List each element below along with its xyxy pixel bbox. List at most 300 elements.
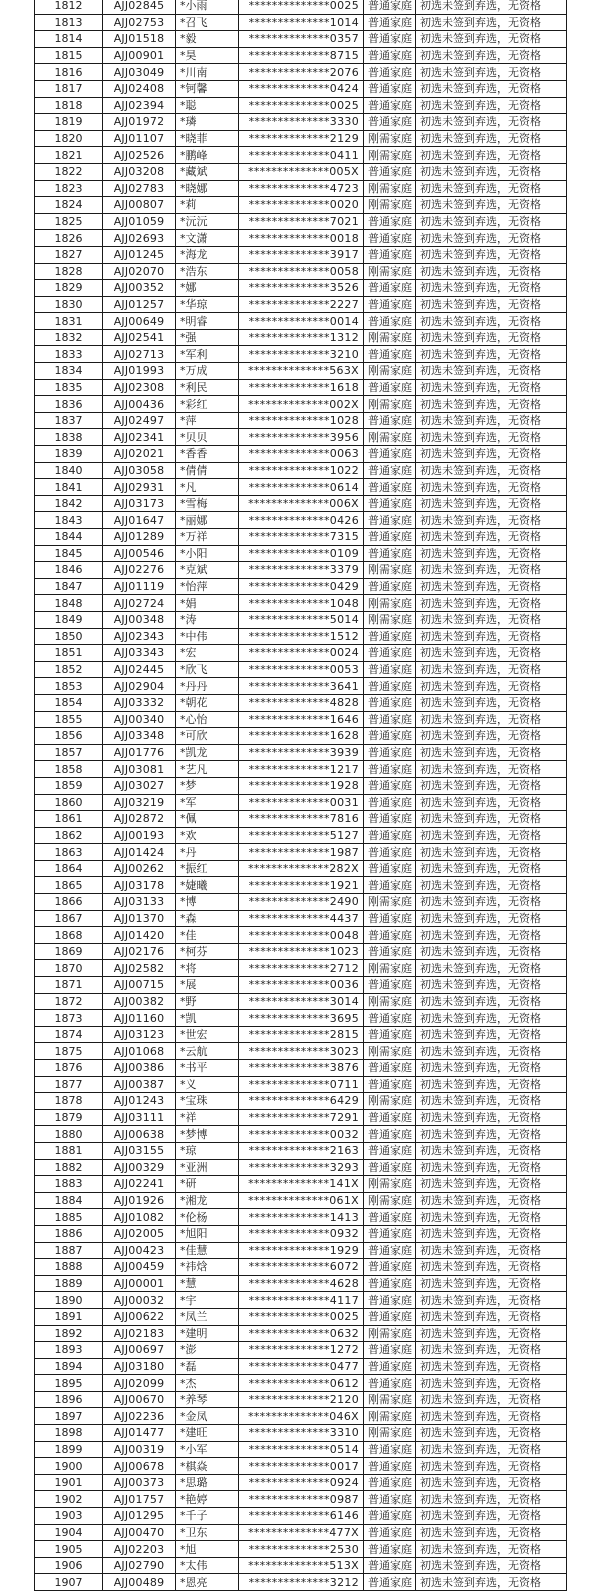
household-type-cell: 刚需家庭 <box>364 1176 416 1193</box>
applicant-code-cell: AJJ03027 <box>103 777 176 794</box>
household-type-cell: 普通家庭 <box>364 114 416 131</box>
serial-number-cell: 1897 <box>35 1408 103 1425</box>
result-status-cell: 初选未签到弃选，无资格 <box>416 1076 567 1093</box>
result-status-cell: 初选未签到弃选，无资格 <box>416 429 567 446</box>
serial-number-cell: 1857 <box>35 744 103 761</box>
result-status-cell: 初选未签到弃选，无资格 <box>416 993 567 1010</box>
applicant-code-cell: AJJ00373 <box>103 1474 176 1491</box>
id-number-cell: **************0426 <box>239 512 364 529</box>
result-status-cell: 初选未签到弃选，无资格 <box>416 1458 567 1475</box>
serial-number-cell: 1865 <box>35 877 103 894</box>
applicant-name-cell: *华琼 <box>176 296 239 313</box>
result-status-cell: 初选未签到弃选，无资格 <box>416 844 567 861</box>
serial-number-cell: 1883 <box>35 1176 103 1193</box>
applicant-code-cell: AJJ01119 <box>103 578 176 595</box>
applicant-name-cell: *心怡 <box>176 711 239 728</box>
id-number-cell: **************0932 <box>239 1225 364 1242</box>
applicant-name-cell: *欢 <box>176 827 239 844</box>
applicant-name-cell: *晓娜 <box>176 180 239 197</box>
serial-number-cell: 1886 <box>35 1225 103 1242</box>
serial-number-cell: 1843 <box>35 512 103 529</box>
applicant-name-cell: *召飞 <box>176 14 239 31</box>
result-status-cell: 初选未签到弃选，无资格 <box>416 678 567 695</box>
applicant-code-cell: AJJ00348 <box>103 611 176 628</box>
applicant-name-cell: *琼 <box>176 1142 239 1159</box>
applicant-name-cell: *涛 <box>176 611 239 628</box>
applicant-code-cell: AJJ02790 <box>103 1557 176 1574</box>
table-row <box>35 197 567 214</box>
serial-number-cell: 1903 <box>35 1508 103 1525</box>
household-type-cell: 普通家庭 <box>364 213 416 230</box>
result-status-cell: 初选未签到弃选，无资格 <box>416 47 567 64</box>
serial-number-cell: 1845 <box>35 545 103 562</box>
applicant-name-cell: *娟 <box>176 595 239 612</box>
id-number-cell: **************0032 <box>239 1126 364 1143</box>
id-number-cell: **************3379 <box>239 562 364 579</box>
result-status-cell: 初选未签到弃选，无资格 <box>416 130 567 147</box>
applicant-name-cell: *书平 <box>176 1060 239 1077</box>
table-row <box>35 462 567 479</box>
applicant-code-cell: AJJ02241 <box>103 1176 176 1193</box>
applicant-code-cell: AJJ01257 <box>103 296 176 313</box>
result-status-cell: 初选未签到弃选，无资格 <box>416 64 567 81</box>
household-type-cell: 普通家庭 <box>364 977 416 994</box>
id-number-cell: **************1217 <box>239 761 364 778</box>
applicant-code-cell: AJJ02099 <box>103 1375 176 1392</box>
household-type-cell: 普通家庭 <box>364 512 416 529</box>
applicant-table <box>34 0 567 1591</box>
result-status-cell: 初选未签到弃选，无资格 <box>416 562 567 579</box>
applicant-code-cell: AJJ00807 <box>103 197 176 214</box>
id-number-cell: **************3695 <box>239 1010 364 1027</box>
household-type-cell: 普通家庭 <box>364 728 416 745</box>
id-number-cell: **************6429 <box>239 1093 364 1110</box>
household-type-cell: 刚需家庭 <box>364 993 416 1010</box>
id-number-cell: **************4628 <box>239 1275 364 1292</box>
applicant-name-cell: *建明 <box>176 1325 239 1342</box>
id-number-cell: **************1023 <box>239 943 364 960</box>
applicant-code-cell: AJJ00193 <box>103 827 176 844</box>
household-type-cell: 普通家庭 <box>364 777 416 794</box>
id-number-cell: **************1628 <box>239 728 364 745</box>
applicant-name-cell: *旭 <box>176 1541 239 1558</box>
household-type-cell: 普通家庭 <box>364 1441 416 1458</box>
id-number-cell: **************6146 <box>239 1508 364 1525</box>
serial-number-cell: 1814 <box>35 31 103 48</box>
applicant-name-cell: *振红 <box>176 860 239 877</box>
household-type-cell: 普通家庭 <box>364 1508 416 1525</box>
serial-number-cell: 1869 <box>35 943 103 960</box>
result-status-cell: 初选未签到弃选，无资格 <box>416 114 567 131</box>
applicant-name-cell: *养琴 <box>176 1391 239 1408</box>
serial-number-cell: 1882 <box>35 1159 103 1176</box>
household-type-cell: 刚需家庭 <box>364 595 416 612</box>
household-type-cell: 普通家庭 <box>364 529 416 546</box>
table-row <box>35 777 567 794</box>
applicant-name-cell: *梦博 <box>176 1126 239 1143</box>
result-status-cell: 初选未签到弃选，无资格 <box>416 1292 567 1309</box>
result-status-cell: 初选未签到弃选，无资格 <box>416 1308 567 1325</box>
table-row <box>35 512 567 529</box>
applicant-code-cell: AJJ01370 <box>103 910 176 927</box>
household-type-cell: 刚需家庭 <box>364 263 416 280</box>
applicant-code-cell: AJJ02693 <box>103 230 176 247</box>
id-number-cell: **************0411 <box>239 147 364 164</box>
result-status-cell: 初选未签到弃选，无资格 <box>416 661 567 678</box>
applicant-name-cell: *世宏 <box>176 1026 239 1043</box>
result-status-cell: 初选未签到弃选，无资格 <box>416 744 567 761</box>
table-row <box>35 1441 567 1458</box>
serial-number-cell: 1861 <box>35 811 103 828</box>
table-row <box>35 1474 567 1491</box>
serial-number-cell: 1866 <box>35 894 103 911</box>
household-type-cell: 普通家庭 <box>364 296 416 313</box>
id-number-cell: **************7021 <box>239 213 364 230</box>
id-number-cell: **************0020 <box>239 197 364 214</box>
table-row <box>35 97 567 114</box>
applicant-code-cell: AJJ02582 <box>103 960 176 977</box>
household-type-cell: 刚需家庭 <box>364 197 416 214</box>
serial-number-cell: 1826 <box>35 230 103 247</box>
serial-number-cell: 1849 <box>35 611 103 628</box>
serial-number-cell: 1876 <box>35 1060 103 1077</box>
applicant-code-cell: AJJ00546 <box>103 545 176 562</box>
applicant-name-cell: *雪梅 <box>176 495 239 512</box>
id-number-cell: **************0058 <box>239 263 364 280</box>
id-number-cell: **************141X <box>239 1176 364 1193</box>
result-status-cell: 初选未签到弃选，无资格 <box>416 1043 567 1060</box>
result-status-cell: 初选未签到弃选，无资格 <box>416 1159 567 1176</box>
serial-number-cell: 1841 <box>35 479 103 496</box>
serial-number-cell: 1817 <box>35 80 103 97</box>
result-status-cell: 初选未签到弃选，无资格 <box>416 1192 567 1209</box>
applicant-name-cell: *军 <box>176 794 239 811</box>
result-status-cell: 初选未签到弃选，无资格 <box>416 280 567 297</box>
applicant-code-cell: AJJ01926 <box>103 1192 176 1209</box>
household-type-cell: 普通家庭 <box>364 1259 416 1276</box>
result-status-cell: 初选未签到弃选，无资格 <box>416 977 567 994</box>
result-status-cell: 初选未签到弃选，无资格 <box>416 529 567 546</box>
household-type-cell: 普通家庭 <box>364 794 416 811</box>
applicant-name-cell: *千子 <box>176 1508 239 1525</box>
serial-number-cell: 1895 <box>35 1375 103 1392</box>
id-number-cell: **************5127 <box>239 827 364 844</box>
applicant-code-cell: AJJ03133 <box>103 894 176 911</box>
applicant-code-cell: AJJ00649 <box>103 313 176 330</box>
applicant-name-cell: *可欣 <box>176 728 239 745</box>
result-status-cell: 初选未签到弃选，无资格 <box>416 1342 567 1359</box>
table-row <box>35 595 567 612</box>
applicant-name-cell: *文潇 <box>176 230 239 247</box>
applicant-name-cell: *佳 <box>176 927 239 944</box>
applicant-name-cell: *佩 <box>176 811 239 828</box>
serial-number-cell: 1834 <box>35 363 103 380</box>
household-type-cell: 普通家庭 <box>364 31 416 48</box>
applicant-code-cell: AJJ03178 <box>103 877 176 894</box>
result-status-cell: 初选未签到弃选，无资格 <box>416 1441 567 1458</box>
household-type-cell: 普通家庭 <box>364 1574 416 1591</box>
serial-number-cell: 1820 <box>35 130 103 147</box>
applicant-code-cell: AJJ02872 <box>103 811 176 828</box>
household-type-cell: 普通家庭 <box>364 64 416 81</box>
table-row <box>35 744 567 761</box>
id-number-cell: **************4117 <box>239 1292 364 1309</box>
table-row <box>35 1491 567 1508</box>
table-row <box>35 396 567 413</box>
result-status-cell: 初选未签到弃选，无资格 <box>416 894 567 911</box>
household-type-cell: 普通家庭 <box>364 479 416 496</box>
result-status-cell: 初选未签到弃选，无资格 <box>416 1491 567 1508</box>
result-status-cell: 初选未签到弃选，无资格 <box>416 230 567 247</box>
household-type-cell: 普通家庭 <box>364 379 416 396</box>
table-row <box>35 363 567 380</box>
household-type-cell: 普通家庭 <box>364 1458 416 1475</box>
id-number-cell: **************0018 <box>239 230 364 247</box>
table-row <box>35 296 567 313</box>
id-number-cell: **************4723 <box>239 180 364 197</box>
applicant-code-cell: AJJ01059 <box>103 213 176 230</box>
table-row <box>35 545 567 562</box>
table-row <box>35 661 567 678</box>
id-number-cell: **************1921 <box>239 877 364 894</box>
id-number-cell: **************0025 <box>239 1308 364 1325</box>
table-row <box>35 1043 567 1060</box>
applicant-name-cell: *凯 <box>176 1010 239 1027</box>
applicant-code-cell: AJJ01289 <box>103 529 176 546</box>
table-row <box>35 1060 567 1077</box>
table-row <box>35 1375 567 1392</box>
household-type-cell: 普通家庭 <box>364 1159 416 1176</box>
applicant-name-cell: *藏斌 <box>176 163 239 180</box>
table-row <box>35 280 567 297</box>
id-number-cell: **************0612 <box>239 1375 364 1392</box>
household-type-cell: 刚需家庭 <box>364 611 416 628</box>
table-row <box>35 1292 567 1309</box>
table-row <box>35 329 567 346</box>
id-number-cell: **************0025 <box>239 97 364 114</box>
id-number-cell: **************0987 <box>239 1491 364 1508</box>
household-type-cell: 普通家庭 <box>364 811 416 828</box>
id-number-cell: **************3526 <box>239 280 364 297</box>
table-row <box>35 230 567 247</box>
applicant-code-cell: AJJ03180 <box>103 1358 176 1375</box>
household-type-cell: 普通家庭 <box>364 14 416 31</box>
table-row <box>35 645 567 662</box>
result-status-cell: 初选未签到弃选，无资格 <box>416 147 567 164</box>
applicant-name-cell: *倩倩 <box>176 462 239 479</box>
id-number-cell: **************513X <box>239 1557 364 1574</box>
household-type-cell: 刚需家庭 <box>364 1425 416 1442</box>
result-status-cell: 初选未签到弃选，无资格 <box>416 1209 567 1226</box>
household-type-cell: 普通家庭 <box>364 0 416 14</box>
table-row <box>35 479 567 496</box>
id-number-cell: **************1987 <box>239 844 364 861</box>
household-type-cell: 普通家庭 <box>364 943 416 960</box>
id-number-cell: **************0632 <box>239 1325 364 1342</box>
applicant-name-cell: *祥 <box>176 1109 239 1126</box>
household-type-cell: 刚需家庭 <box>364 429 416 446</box>
household-type-cell: 刚需家庭 <box>364 1391 416 1408</box>
table-row <box>35 1109 567 1126</box>
applicant-name-cell: *朝花 <box>176 694 239 711</box>
applicant-code-cell: AJJ00001 <box>103 1275 176 1292</box>
applicant-table-body <box>35 0 567 1591</box>
applicant-code-cell: AJJ02203 <box>103 1541 176 1558</box>
result-status-cell: 初选未签到弃选，无资格 <box>416 296 567 313</box>
table-row <box>35 628 567 645</box>
household-type-cell: 刚需家庭 <box>364 1093 416 1110</box>
applicant-code-cell: AJJ02276 <box>103 562 176 579</box>
applicant-code-cell: AJJ01068 <box>103 1043 176 1060</box>
applicant-name-cell: *璘 <box>176 114 239 131</box>
serial-number-cell: 1818 <box>35 97 103 114</box>
applicant-name-cell: *慧 <box>176 1275 239 1292</box>
result-status-cell: 初选未签到弃选，无资格 <box>416 1325 567 1342</box>
household-type-cell: 普通家庭 <box>364 47 416 64</box>
table-row <box>35 495 567 512</box>
serial-number-cell: 1905 <box>35 1541 103 1558</box>
applicant-name-cell: *沅沅 <box>176 213 239 230</box>
applicant-name-cell: *鹏峰 <box>176 147 239 164</box>
table-row <box>35 728 567 745</box>
applicant-name-cell: *艳婷 <box>176 1491 239 1508</box>
table-row <box>35 694 567 711</box>
serial-number-cell: 1894 <box>35 1358 103 1375</box>
table-row <box>35 794 567 811</box>
result-status-cell: 初选未签到弃选，无资格 <box>416 1474 567 1491</box>
household-type-cell: 普通家庭 <box>364 1026 416 1043</box>
serial-number-cell: 1821 <box>35 147 103 164</box>
serial-number-cell: 1860 <box>35 794 103 811</box>
serial-number-cell: 1819 <box>35 114 103 131</box>
serial-number-cell: 1859 <box>35 777 103 794</box>
table-row <box>35 844 567 861</box>
applicant-name-cell: *建旺 <box>176 1425 239 1442</box>
table-row <box>35 1225 567 1242</box>
household-type-cell: 普通家庭 <box>364 1225 416 1242</box>
id-number-cell: **************3956 <box>239 429 364 446</box>
applicant-code-cell: AJJ03111 <box>103 1109 176 1126</box>
table-row <box>35 412 567 429</box>
serial-number-cell: 1902 <box>35 1491 103 1508</box>
applicant-name-cell: *晓菲 <box>176 130 239 147</box>
result-status-cell: 初选未签到弃选，无资格 <box>416 363 567 380</box>
serial-number-cell: 1885 <box>35 1209 103 1226</box>
result-status-cell: 初选未签到弃选，无资格 <box>416 329 567 346</box>
household-type-cell: 刚需家庭 <box>364 562 416 579</box>
applicant-code-cell: AJJ02021 <box>103 446 176 463</box>
result-status-cell: 初选未签到弃选，无资格 <box>416 1225 567 1242</box>
result-status-cell: 初选未签到弃选，无资格 <box>416 1275 567 1292</box>
applicant-code-cell: AJJ02845 <box>103 0 176 14</box>
household-type-cell: 普通家庭 <box>364 163 416 180</box>
table-row <box>35 446 567 463</box>
household-type-cell: 普通家庭 <box>364 1524 416 1541</box>
applicant-name-cell: *义 <box>176 1076 239 1093</box>
table-row <box>35 1308 567 1325</box>
result-status-cell: 初选未签到弃选，无资格 <box>416 263 567 280</box>
id-number-cell: **************2530 <box>239 1541 364 1558</box>
applicant-code-cell: AJJ02904 <box>103 678 176 695</box>
applicant-code-cell: AJJ02005 <box>103 1225 176 1242</box>
household-type-cell: 刚需家庭 <box>364 1043 416 1060</box>
serial-number-cell: 1836 <box>35 396 103 413</box>
serial-number-cell: 1873 <box>35 1010 103 1027</box>
applicant-code-cell: AJJ01424 <box>103 844 176 861</box>
id-number-cell: **************1272 <box>239 1342 364 1359</box>
id-number-cell: **************1618 <box>239 379 364 396</box>
serial-number-cell: 1833 <box>35 346 103 363</box>
serial-number-cell: 1855 <box>35 711 103 728</box>
result-status-cell: 初选未签到弃选，无资格 <box>416 412 567 429</box>
serial-number-cell: 1850 <box>35 628 103 645</box>
table-row <box>35 678 567 695</box>
household-type-cell: 普通家庭 <box>364 1010 416 1027</box>
result-status-cell: 初选未签到弃选，无资格 <box>416 1425 567 1442</box>
household-type-cell: 普通家庭 <box>364 1342 416 1359</box>
household-type-cell: 刚需家庭 <box>364 1192 416 1209</box>
id-number-cell: **************0036 <box>239 977 364 994</box>
applicant-code-cell: AJJ01647 <box>103 512 176 529</box>
applicant-code-cell: AJJ03058 <box>103 462 176 479</box>
table-row <box>35 114 567 131</box>
serial-number-cell: 1874 <box>35 1026 103 1043</box>
household-type-cell: 普通家庭 <box>364 711 416 728</box>
serial-number-cell: 1844 <box>35 529 103 546</box>
result-status-cell: 初选未签到弃选，无资格 <box>416 379 567 396</box>
result-status-cell: 初选未签到弃选，无资格 <box>416 1358 567 1375</box>
result-status-cell: 初选未签到弃选，无资格 <box>416 877 567 894</box>
serial-number-cell: 1842 <box>35 495 103 512</box>
applicant-name-cell: *湘龙 <box>176 1192 239 1209</box>
id-number-cell: **************2163 <box>239 1142 364 1159</box>
household-type-cell: 普通家庭 <box>364 545 416 562</box>
table-row <box>35 1425 567 1442</box>
id-number-cell: **************3917 <box>239 246 364 263</box>
applicant-name-cell: *萍 <box>176 412 239 429</box>
applicant-name-cell: *凤兰 <box>176 1308 239 1325</box>
table-row <box>35 711 567 728</box>
serial-number-cell: 1867 <box>35 910 103 927</box>
result-status-cell: 初选未签到弃选，无资格 <box>416 1259 567 1276</box>
applicant-name-cell: *毅 <box>176 31 239 48</box>
table-row <box>35 1126 567 1143</box>
household-type-cell: 普通家庭 <box>364 744 416 761</box>
household-type-cell: 普通家庭 <box>364 1109 416 1126</box>
serial-number-cell: 1829 <box>35 280 103 297</box>
id-number-cell: **************0025 <box>239 0 364 14</box>
serial-number-cell: 1812 <box>35 0 103 14</box>
applicant-name-cell: *强 <box>176 329 239 346</box>
serial-number-cell: 1875 <box>35 1043 103 1060</box>
applicant-code-cell: AJJ03348 <box>103 728 176 745</box>
serial-number-cell: 1877 <box>35 1076 103 1093</box>
household-type-cell: 普通家庭 <box>364 1358 416 1375</box>
applicant-code-cell: AJJ01993 <box>103 363 176 380</box>
applicant-name-cell: *彩红 <box>176 396 239 413</box>
table-row <box>35 1176 567 1193</box>
id-number-cell: **************3023 <box>239 1043 364 1060</box>
id-number-cell: **************4828 <box>239 694 364 711</box>
table-row <box>35 529 567 546</box>
result-status-cell: 初选未签到弃选，无资格 <box>416 512 567 529</box>
applicant-name-cell: *祎焓 <box>176 1259 239 1276</box>
table-row <box>35 894 567 911</box>
table-row <box>35 346 567 363</box>
table-row <box>35 960 567 977</box>
table-row <box>35 1242 567 1259</box>
applicant-name-cell: *欣飞 <box>176 661 239 678</box>
